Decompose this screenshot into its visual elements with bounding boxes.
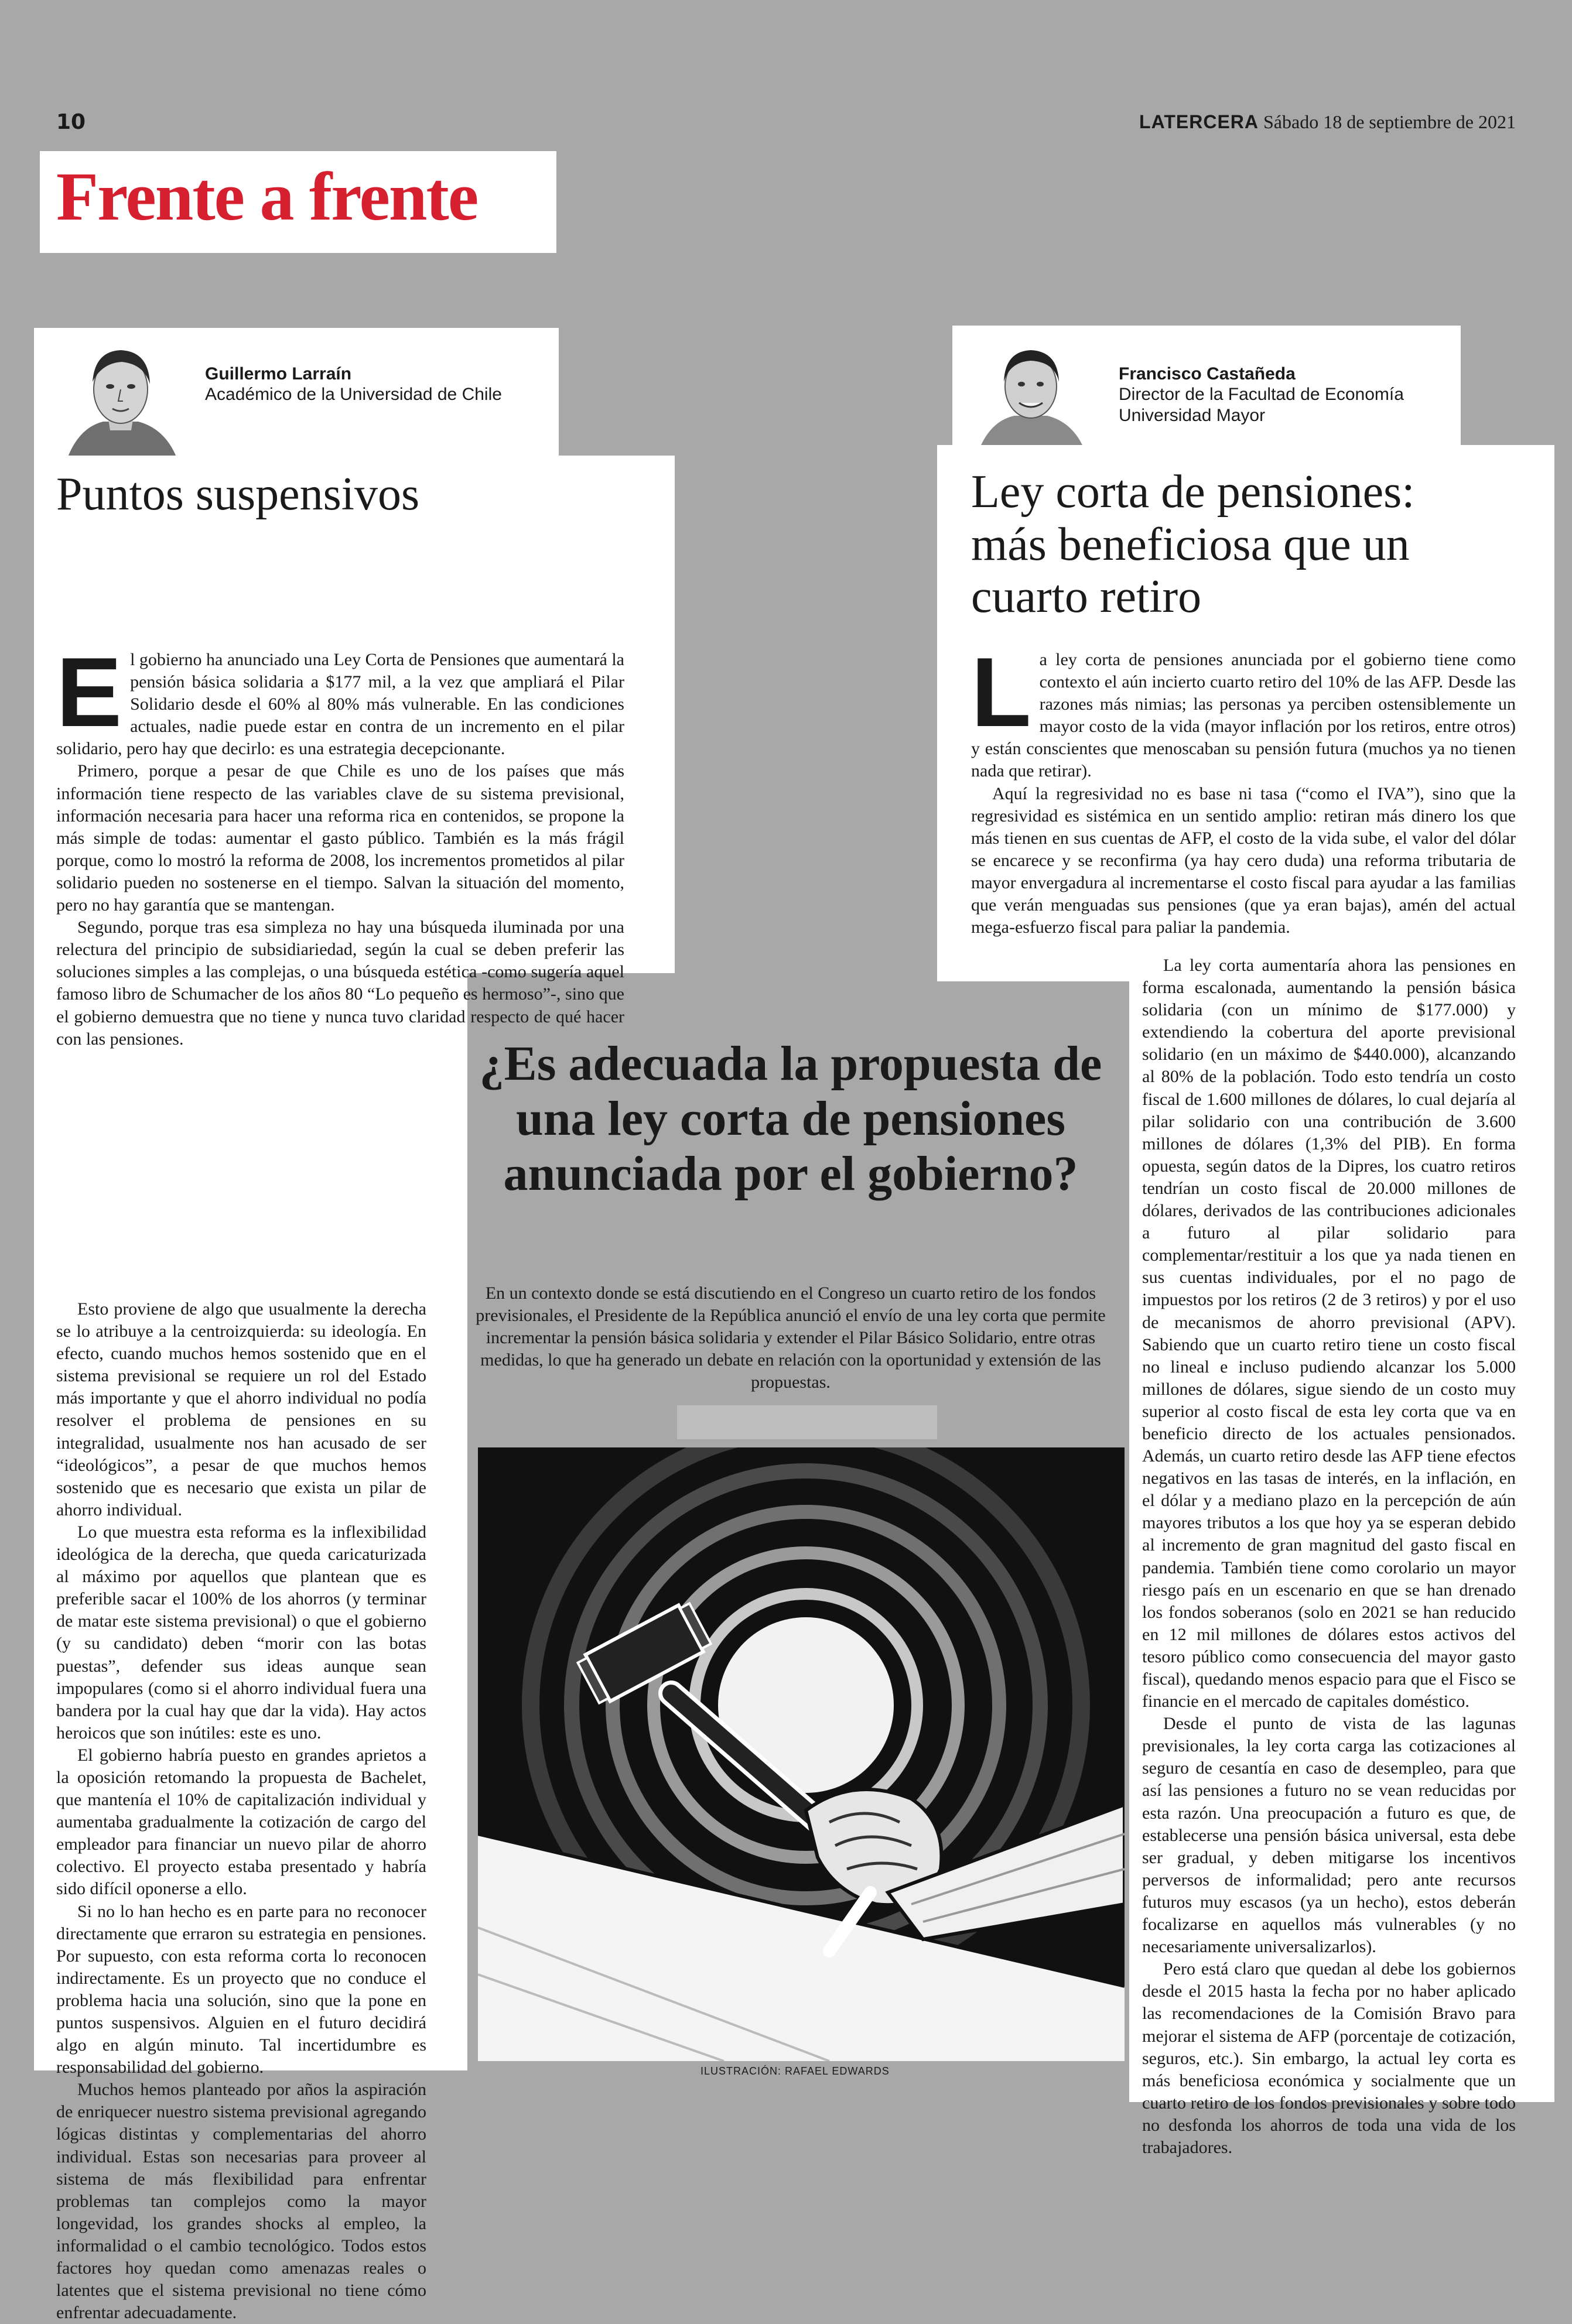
- right-paragraph: a ley corta de pensiones anunciada por el gobierno tiene como contexto el aún incierto cuarto retiro del 10% de las AFP. Desde las razones más nimias; las personas ya perciben ostensiblemente un mayor costo de la vida (mayor inflación por los retiros, entre otros) y están conscientes que menoscaban su pensión futura (muchos ya no tienen nada que retirar).: [971, 650, 1516, 781]
- left-paragraph: Si no lo han hecho es en parte para no reconocer directamente que erraron su estrategia en pensiones. Por supuesto, con esta reforma corta lo reconocen indirectamente. Es un proyecto que no conduce el problema hacia una solución, sino que la pone en puntos suspensivos. Alguien en el futuro decidirá algo en algún minuto. Tal incertidumbre es responsabilidad del gobierno.: [56, 1901, 426, 2077]
- left-author-role: Académico de la Universidad de Chile: [205, 385, 502, 404]
- right-paragraph: Pero está claro que quedan al debe los gobiernos desde el 2015 hasta la fecha por no haber aplicado las recomendaciones de la Comisión Bravo para mejorar el sistema de AFP (porcentaje de cotización, seguros, etc.). Sin embargo, la actual ley corta es más beneficiosa económica y socialmente que un cuarto retiro de los fondos previsionales y sobre todo no desfonda los ahorros de toda una vida de los trabajadores.: [1142, 1959, 1516, 2157]
- right-paragraph: Aquí la regresividad no es base ni tasa (“como el IVA”), sino que la regresividad es sistémica en un sentido amplio: retiran más dinero los que más tienen en sus cuentas de AFP, el costo de la vida sube, el valor del dólar se encarece y se reconfirma (ya hay cero duda) una reforma tributaria de mayor envergadura al incrementarse el costo fiscal para ayudar a las familias que verán menguadas sus pensiones (que ya eran bajas), amén del actual mega-esfuerzo fiscal para paliar la pandemia.: [971, 783, 1516, 937]
- right-author-portrait: [972, 328, 1089, 445]
- left-paragraph: Segundo, porque tras esa simpleza no hay una búsqueda iluminada por una relectura del principio de subsidiariedad, según la cual se deben preferir las soluciones simples a las complejas, o una búsqueda estética -como sugería aquel famoso libro de Schumacher de los años 80 “Lo pequeño es hermoso”-, sino que el gobierno demuestra que no tiene y nunca tuvo claridad respecto de qué hacer con las pensiones.: [56, 918, 624, 1049]
- gavel-illustration: [478, 1447, 1125, 2061]
- masthead: [1139, 111, 1516, 133]
- issue-date: Sábado 18 de septiembre de 2021: [1263, 111, 1516, 132]
- right-paragraph: La ley corta aumentaría ahora las pensiones en forma escalonada, aumentando la pensión básica solidaria (con un mínimo de $177.000) y extendiendo la cobertura del aporte previsional solidario (en un máximo de $440.000), alcanzando al 80% de la población. Todo esto tendría un costo fiscal de 1.600 millones de dólares, lo cual dejaría al pilar solidario con una contribución de 3.600 millones de dólares (1,3% del PIB). En forma opuesta, según datos de la Dipres, los cuatro retiros tendrían un costo fiscal de 20.000 millones de dólares, derivados de las contribuciones adicionales a futuro al pilar solidario para complementar/restituir a los que ya nada tienen en sus cuentas individuales, por el no pago de impuestos por los retiros (2 de 3 retiros) y por el uso de mecanismos de ahorro previsional (APV). Sabiendo que un cuarto retiro tiene un costo fiscal no lineal e incluso pudiendo alcanzar los 5.000 millones de dólares, sigue siendo de un costo muy superior al costo fiscal de esta ley corta que va en beneficio directo de los actuales pensionados. Además, un cuarto retiro desde las AFP tiene efectos negativos en las tasas de interés, en la inflación, en el dólar y a mediano plazo en la percepción de aún mayores tributos a los que hoy ya se esperan debido al incremento de gran magnitud del gasto fiscal en pandemia. También tiene como corolario un mayor riesgo país en un escenario en que se han drenado los fondos soberanos (solo en 2021 se han reducido en 12 mil millones de dólares estos activos del tesoro público como consecuencia del mayor gasto fiscal), quedando menos espacio para que el Fisco se financie en el mercado de capitales doméstico.: [1142, 956, 1516, 1712]
- left-dropcap: E: [56, 637, 122, 747]
- left-article-title: Puntos suspensivos: [56, 468, 420, 520]
- left-paragraph: Muchos hemos planteado por años la aspiración de enriquecer nuestro sistema previsional agregando lógicas distintas y complementarias del ahorro individual. Estas son necesarias para proveer al sistema de más flexibilidad para enfrentar problemas tan complejos como la mayor longevidad, los grandes shocks al empleo, la informalidad o el cambio tecnológico. Todos estos factores hoy quedan como amenazas reales o latentes que el sistema previsional no tiene cómo enfrentar adecuadamente.: [56, 2080, 426, 2323]
- left-paragraph: El gobierno habría puesto en grandes aprietos a la oposición retomando la propuesta de Bachelet, que mantenía el 10% de capitalización individual y aumentaba gradualmente la cotización de cargo del empleador para financiar un nuevo pilar de ahorro colectivo. El proyecto estaba presentado y habría sido difícil oponerse a ello.: [56, 1745, 426, 1899]
- right-paragraph: Desde el punto de vista de las lagunas previsionales, la ley corta carga las cotizaciones al seguro de cesantía en caso de desempleo, para que así las pensiones a futuro no se vean reducidas por esta razón. Una preocupación a futuro es que, de establecerse una pensión básica universal, esta debe ser gradual, y deben mitigarse los incentivos perversos de informalidad; pero ante recursos futuros muy escasos (ya un hecho), estos deberán focalizarse en aquellos más vulnerables (y no necesariamente universalizarlos).: [1142, 1714, 1516, 1957]
- right-author-name: Francisco Castañeda: [1119, 364, 1296, 384]
- left-article-body-top: [56, 637, 624, 1050]
- left-paragraph: Esto proviene de algo que usualmente la derecha se lo atribuye a la centroizquierda: su ideología. En efecto, cuando muchos hemos sostenido que en el sistema previsional se requiere un rol del Estado más importante y que el ahorro individual no podía resolver el problema de pensiones en su integralidad, usualmente nos han acusado de ser “ideológicos”, a pesar de que muchos hemos sostenido que es necesario que exista un pilar de ahorro individual.: [56, 1299, 426, 1519]
- left-paragraph: Primero, porque a pesar de que Chile es uno de los países que más información tiene respecto de las variables clave de su sistema previsional, información necesaria para hacer una reforma rica en contenidos, se propone la más simple de todas: aumentar el gasto público. También es la más frágil porque, como lo mostró la reforma de 2008, los incrementos prometidos al pilar solidario pueden no sostenerse en el tiempo. Salvan la situación del momento, pero no hay garantía que se mantengan.: [56, 761, 624, 915]
- brand-name: LATERCERA: [1139, 111, 1259, 132]
- page-number: 10: [56, 110, 86, 134]
- left-article-body-bottom: [56, 1298, 426, 2324]
- right-article-title: Ley corta de pensiones: más beneficiosa que un cuarto retiro: [971, 466, 1415, 623]
- left-author-portrait: [56, 328, 185, 457]
- left-paragraph: Lo que muestra esta reforma es la inflexibilidad ideológica de la derecha, que queda caricaturizada al máximo por aquellos que plantean que es preferible sacar el 100% de los ahorros (y terminar de matar este sistema previsional) o que el gobierno (y su candidato) deben “morir con las botas puestas”, defender sus ideas aunque sean impopulares (como si el ahorro individual fuera una bandera por la cual hay que dar la vida). Hay actos heroicos que son inútiles: este es uno.: [56, 1522, 426, 1743]
- right-article-body-bottom: [1142, 954, 1516, 2159]
- debate-question: ¿Es adecuada la propuesta de una ley corta de pensiones anunciada por el gobierno?: [479, 1036, 1102, 1202]
- left-author-name: Guillermo Larraín: [205, 364, 352, 384]
- section-title: Frente a frente: [56, 158, 478, 235]
- right-article-body-top: [971, 637, 1516, 939]
- illustration-credit: ILUSTRACIÓN: RAFAEL EDWARDS: [700, 2065, 890, 2077]
- debate-lede: En un contexto donde se está discutiendo en el Congreso un cuarto retiro de los fondos previsionales, el Presidente de la República anunció el envío de una ley corta que permite incrementar la pensión básica solidaria y extender el Pilar Básico Solidario, entre otras medidas, lo que ha generado un debate en relación con la oportunidad y extensión de las propuestas.: [476, 1283, 1106, 1392]
- right-dropcap: L: [971, 637, 1031, 747]
- right-author-role-1: Director de la Facultad de Economía: [1119, 385, 1404, 404]
- right-author-role-2: Universidad Mayor: [1119, 406, 1266, 425]
- gray-divider-bar: [677, 1405, 937, 1439]
- left-paragraph: l gobierno ha anunciado una Ley Corta de Pensiones que aumentará la pensión básica solidaria a $177 mil, a la vez que ampliará el Pilar Solidario desde el 60% al 80% más vulnerable. En las condiciones actuales, nadie puede estar en contra de un incremento en el pilar solidario, pero hay que decirlo: es una estrategia decepcionante.: [56, 650, 624, 759]
